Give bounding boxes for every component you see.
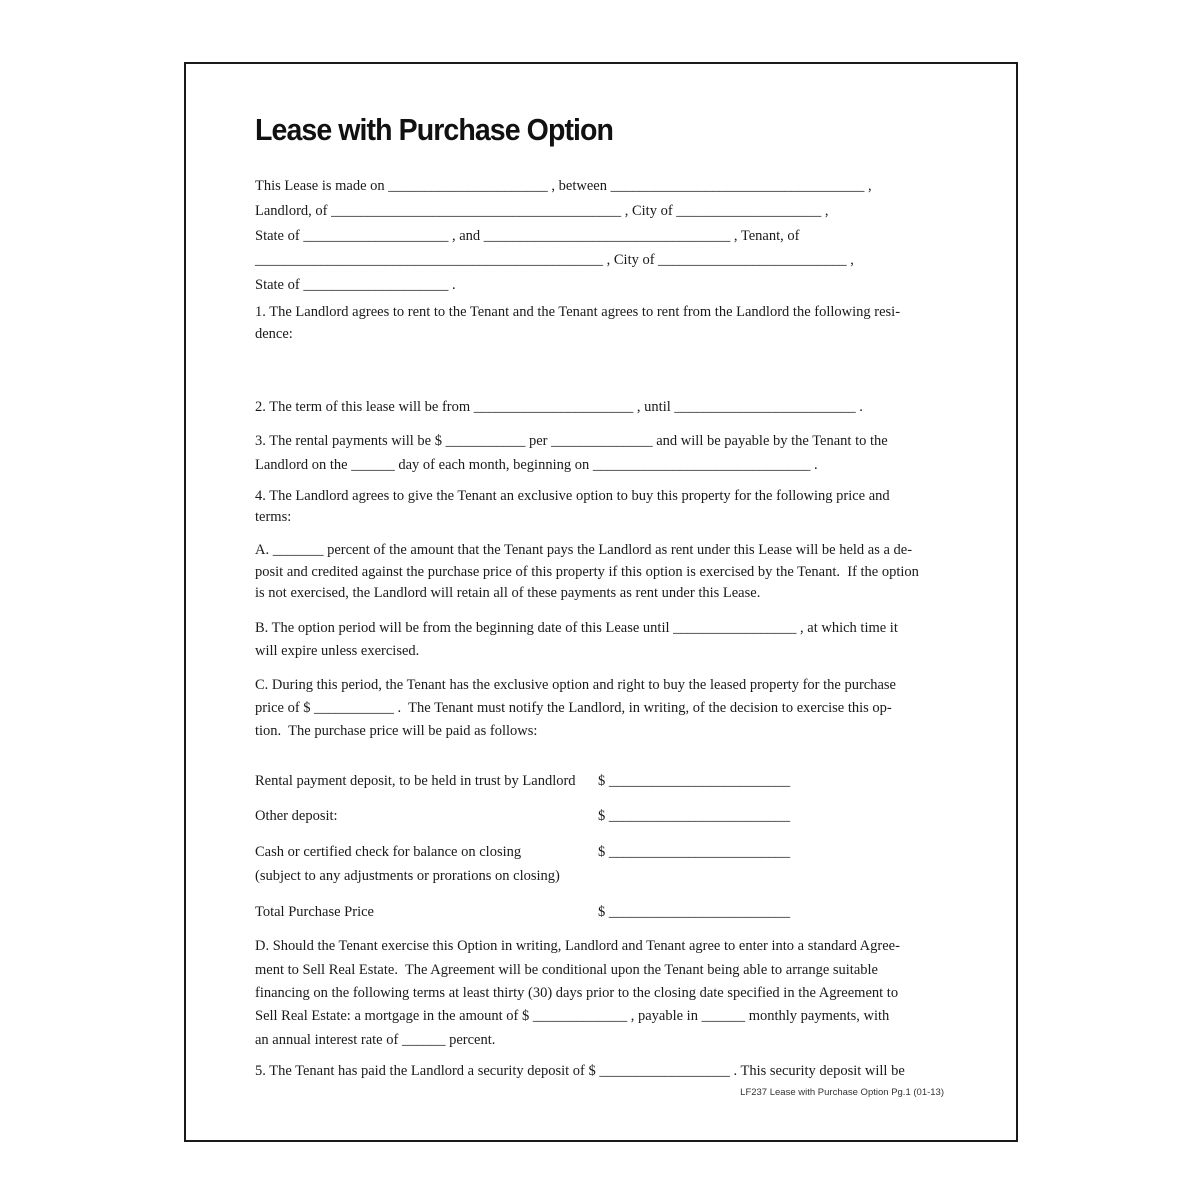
clause-4-line: 4. The Landlord agrees to give the Tenant an exclusive option to buy this property for the following price and <box>255 488 890 504</box>
clause-4c-line: tion. The purchase price will be paid as follows: <box>255 723 538 739</box>
opening-line: State of ____________________ . <box>255 277 456 293</box>
clause-4d-line: Sell Real Estate: a mortgage in the amount of $ _____________ , payable in ______ monthly payments, with <box>255 1008 890 1024</box>
clause-4d-line: D. Should the Tenant exercise this Option in writing, Landlord and Tenant agree to enter into a standard Agree- <box>255 938 900 954</box>
clause-4c-line: price of $ ___________ . The Tenant must notify the Landlord, in writing, of the decision to exercise this op- <box>255 700 892 716</box>
deposit-amount-field[interactable]: $ _________________________ <box>598 773 791 789</box>
deposit-note: (subject to any adjustments or prorations on closing) <box>255 868 560 884</box>
clause-4c-line: C. During this period, the Tenant has the exclusive option and right to buy the leased property for the purchase <box>255 677 896 693</box>
opening-line: State of ____________________ , and __________________________________ , Tenant, of <box>255 228 800 244</box>
clause-3-line: 3. The rental payments will be $ ___________ per ______________ and will be payable by the Tenant to the <box>255 433 888 449</box>
document-title: Lease with Purchase Option <box>255 112 614 147</box>
clause-4a-line: is not exercised, the Landlord will retain all of these payments as rent under this Lease. <box>255 585 761 601</box>
document-page <box>184 62 1018 1142</box>
clause-4a-line: A. _______ percent of the amount that the Tenant pays the Landlord as rent under this Lease will be held as a de- <box>255 542 913 558</box>
deposit-label: Total Purchase Price <box>255 904 374 920</box>
opening-line: This Lease is made on ______________________ , between ___________________________________ , <box>255 178 872 194</box>
clause-5-line: 5. The Tenant has paid the Landlord a security deposit of $ __________________ . This security deposit will be <box>255 1063 905 1079</box>
clause-4-line: terms: <box>255 509 292 525</box>
clause-2-line: 2. The term of this lease will be from ______________________ , until _________________________ . <box>255 399 863 415</box>
clause-4b-line: will expire unless exercised. <box>255 643 420 659</box>
opening-line: ________________________________________________ , City of __________________________ , <box>255 252 854 268</box>
form-footer: LF237 Lease with Purchase Option Pg.1 (01-13) <box>740 1087 944 1098</box>
clause-4d-line: financing on the following terms at least thirty (30) days prior to the closing date specified in the Agreement to <box>255 985 899 1001</box>
deposit-label: Other deposit: <box>255 808 338 824</box>
clause-3-line: Landlord on the ______ day of each month, beginning on ______________________________ . <box>255 457 818 473</box>
deposit-label: Rental payment deposit, to be held in trust by Landlord <box>255 773 576 789</box>
clause-1-line: 1. The Landlord agrees to rent to the Tenant and the Tenant agrees to rent from the Landlord the following resi- <box>255 304 901 320</box>
clause-4a-line: posit and credited against the purchase price of this property if this option is exercised by the Tenant. If the option <box>255 564 919 580</box>
deposit-amount-field[interactable]: $ _________________________ <box>598 808 791 824</box>
clause-4d-line: an annual interest rate of ______ percent. <box>255 1032 496 1048</box>
deposit-amount-field[interactable]: $ _________________________ <box>598 844 791 860</box>
clause-1-line: dence: <box>255 326 293 342</box>
opening-line: Landlord, of ________________________________________ , City of ____________________ , <box>255 203 829 219</box>
clause-4b-line: B. The option period will be from the beginning date of this Lease until _________________ , at which time it <box>255 620 898 636</box>
deposit-amount-field[interactable]: $ _________________________ <box>598 904 791 920</box>
deposit-label: Cash or certified check for balance on closing <box>255 844 522 860</box>
clause-4d-line: ment to Sell Real Estate. The Agreement will be conditional upon the Tenant being able to arrange suitable <box>255 962 878 978</box>
